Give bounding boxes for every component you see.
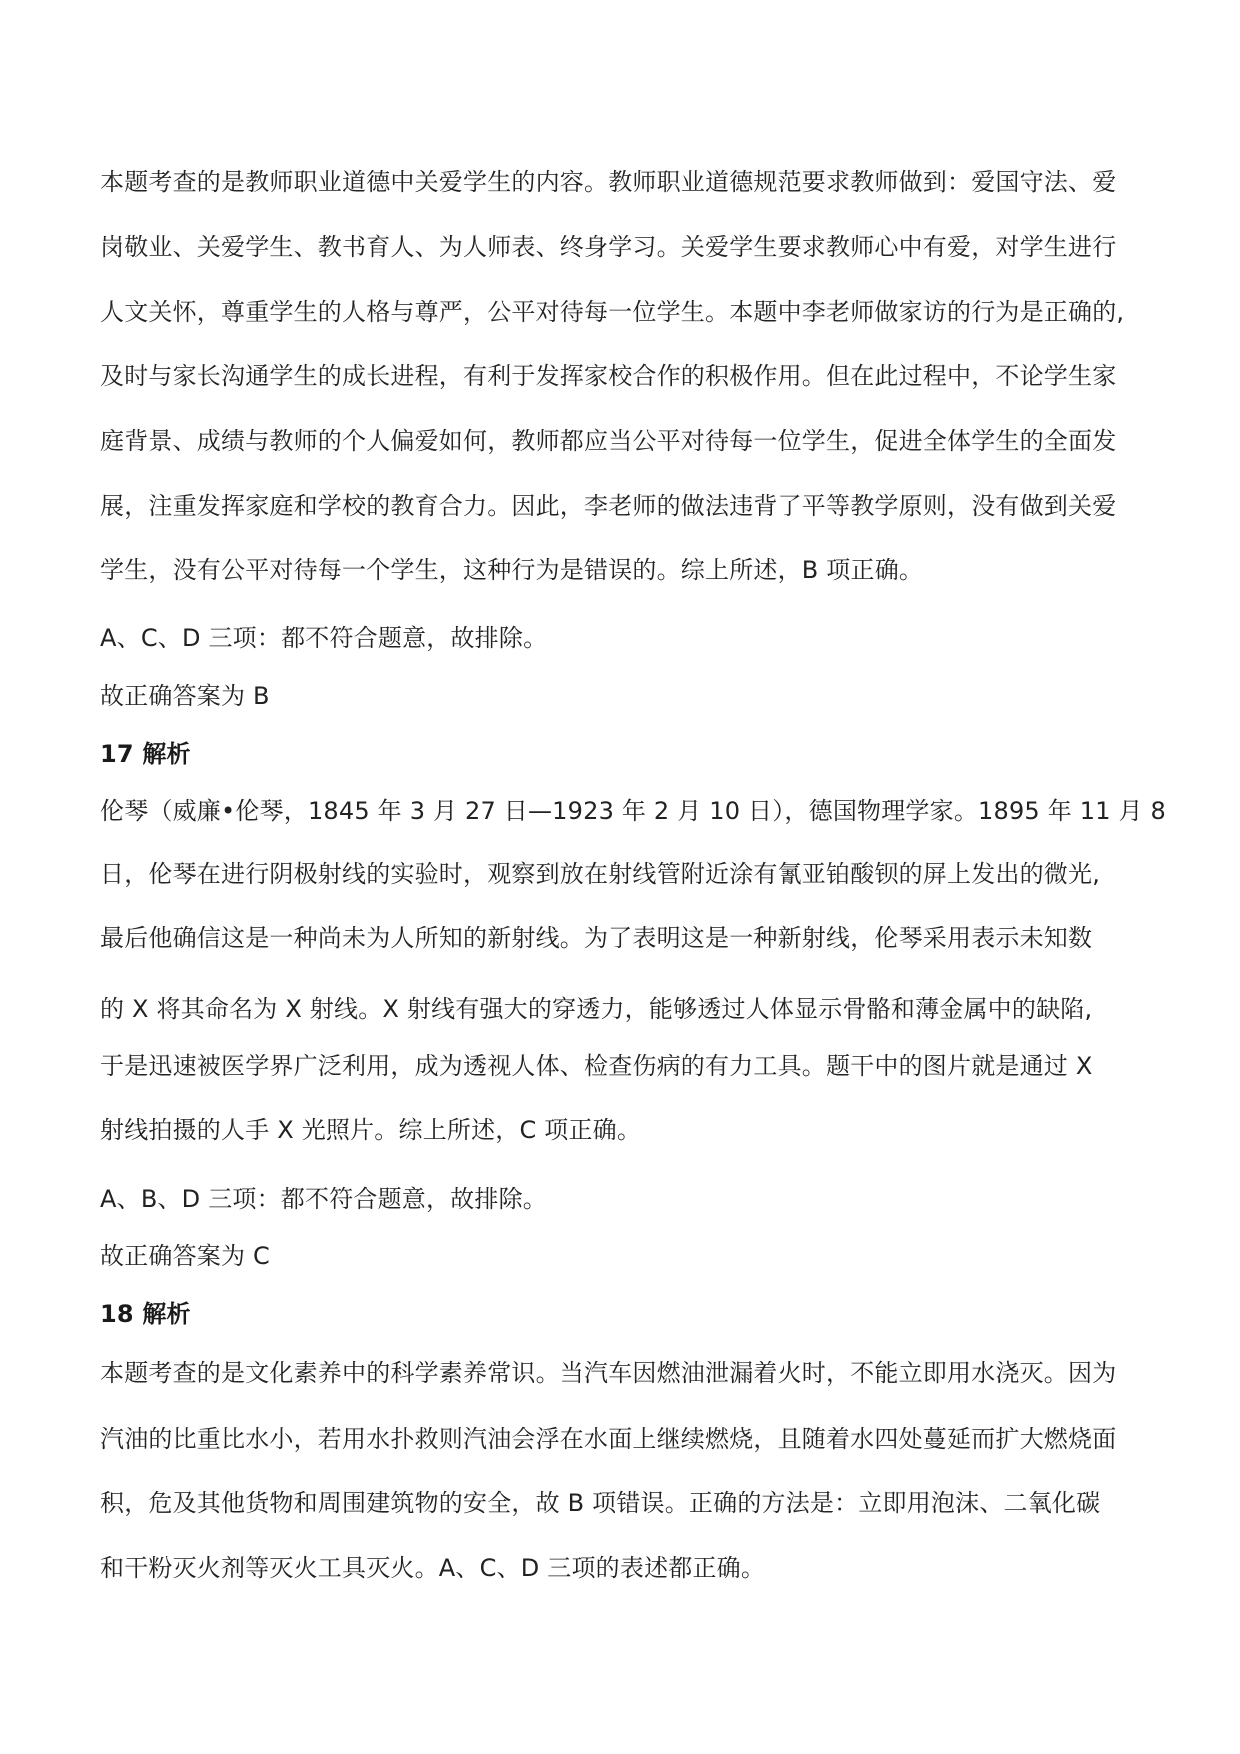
paragraph-line: 岗敬业、关爱学生、教书育人、为人师表、终身学习。关爱学生要求教师心中有爱，对学生进行 xyxy=(100,233,1117,261)
paragraph-line: 本题考查的是文化素养中的科学素养常识。当汽车因燃油泄漏着火时，不能立即用水浇灭。因为 xyxy=(100,1359,1117,1387)
paragraph-line: 伦琴（威廉•伦琴，1845 年 3 月 27 日—1923 年 2 月 10 日），德国物理学家。1895 年 11 月 8 xyxy=(100,797,1167,825)
paragraph-line: 汽油的比重比水小，若用水扑救则汽油会浮在水面上继续燃烧，且随着水四处蔓延而扩大燃烧面 xyxy=(100,1425,1117,1453)
paragraph-line: 的 X 将其命名为 X 射线。X 射线有强大的穿透力，能够透过人体显示骨骼和薄金属中的缺陷, xyxy=(100,995,1093,1023)
section-heading-17: 17 解析 xyxy=(100,740,191,768)
paragraph-line: 人文关怀，尊重学生的人格与尊严，公平对待每一位学生。本题中李老师做家访的行为是正确的, xyxy=(100,298,1125,326)
paragraph-line: 及时与家长沟通学生的成长进程，有利于发挥家校合作的积极作用。但在此过程中，不论学生家 xyxy=(100,362,1117,390)
paragraph-line: 庭背景、成绩与教师的个人偏爱如何，教师都应当公平对待每一位学生，促进全体学生的全面发 xyxy=(100,427,1117,455)
paragraph-line: 最后他确信这是一种尚未为人所知的新射线。为了表明这是一种新射线，伦琴采用表示未知数 xyxy=(100,924,1093,952)
answer-line: 故正确答案为 B xyxy=(100,682,270,710)
paragraph-line: 积，危及其他货物和周围建筑物的安全，故 B 项错误。正确的方法是：立即用泡沫、二氧化碳 xyxy=(100,1489,1101,1517)
paragraph-line: 学生，没有公平对待每一个学生，这种行为是错误的。综上所述，B 项正确。 xyxy=(100,556,924,584)
paragraph-line: 本题考查的是教师职业道德中关爱学生的内容。教师职业道德规范要求教师做到：爱国守法、爱 xyxy=(100,168,1117,196)
paragraph-line: 于是迅速被医学界广泛利用，成为透视人体、检查伤病的有力工具。题干中的图片就是通过 X xyxy=(100,1052,1093,1080)
paragraph-line: 射线拍摄的人手 X 光照片。综上所述，C 项正确。 xyxy=(100,1116,642,1144)
answer-line: 故正确答案为 C xyxy=(100,1242,270,1270)
exclusion-note: A、C、D 三项：都不符合题意，故排除。 xyxy=(100,624,548,652)
exclusion-note: A、B、D 三项：都不符合题意，故排除。 xyxy=(100,1185,547,1213)
paragraph-line: 展，注重发挥家庭和学校的教育合力。因此，李老师的做法违背了平等教学原则，没有做到关爱 xyxy=(100,492,1117,520)
paragraph-line: 和干粉灭火剂等灭火工具灭火。A、C、D 三项的表述都正确。 xyxy=(100,1554,766,1582)
paragraph-line: 日，伦琴在进行阴极射线的实验时，观察到放在射线管附近涂有氰亚铂酸钡的屏上发出的微光, xyxy=(100,860,1101,888)
section-heading-18: 18 解析 xyxy=(100,1300,191,1328)
